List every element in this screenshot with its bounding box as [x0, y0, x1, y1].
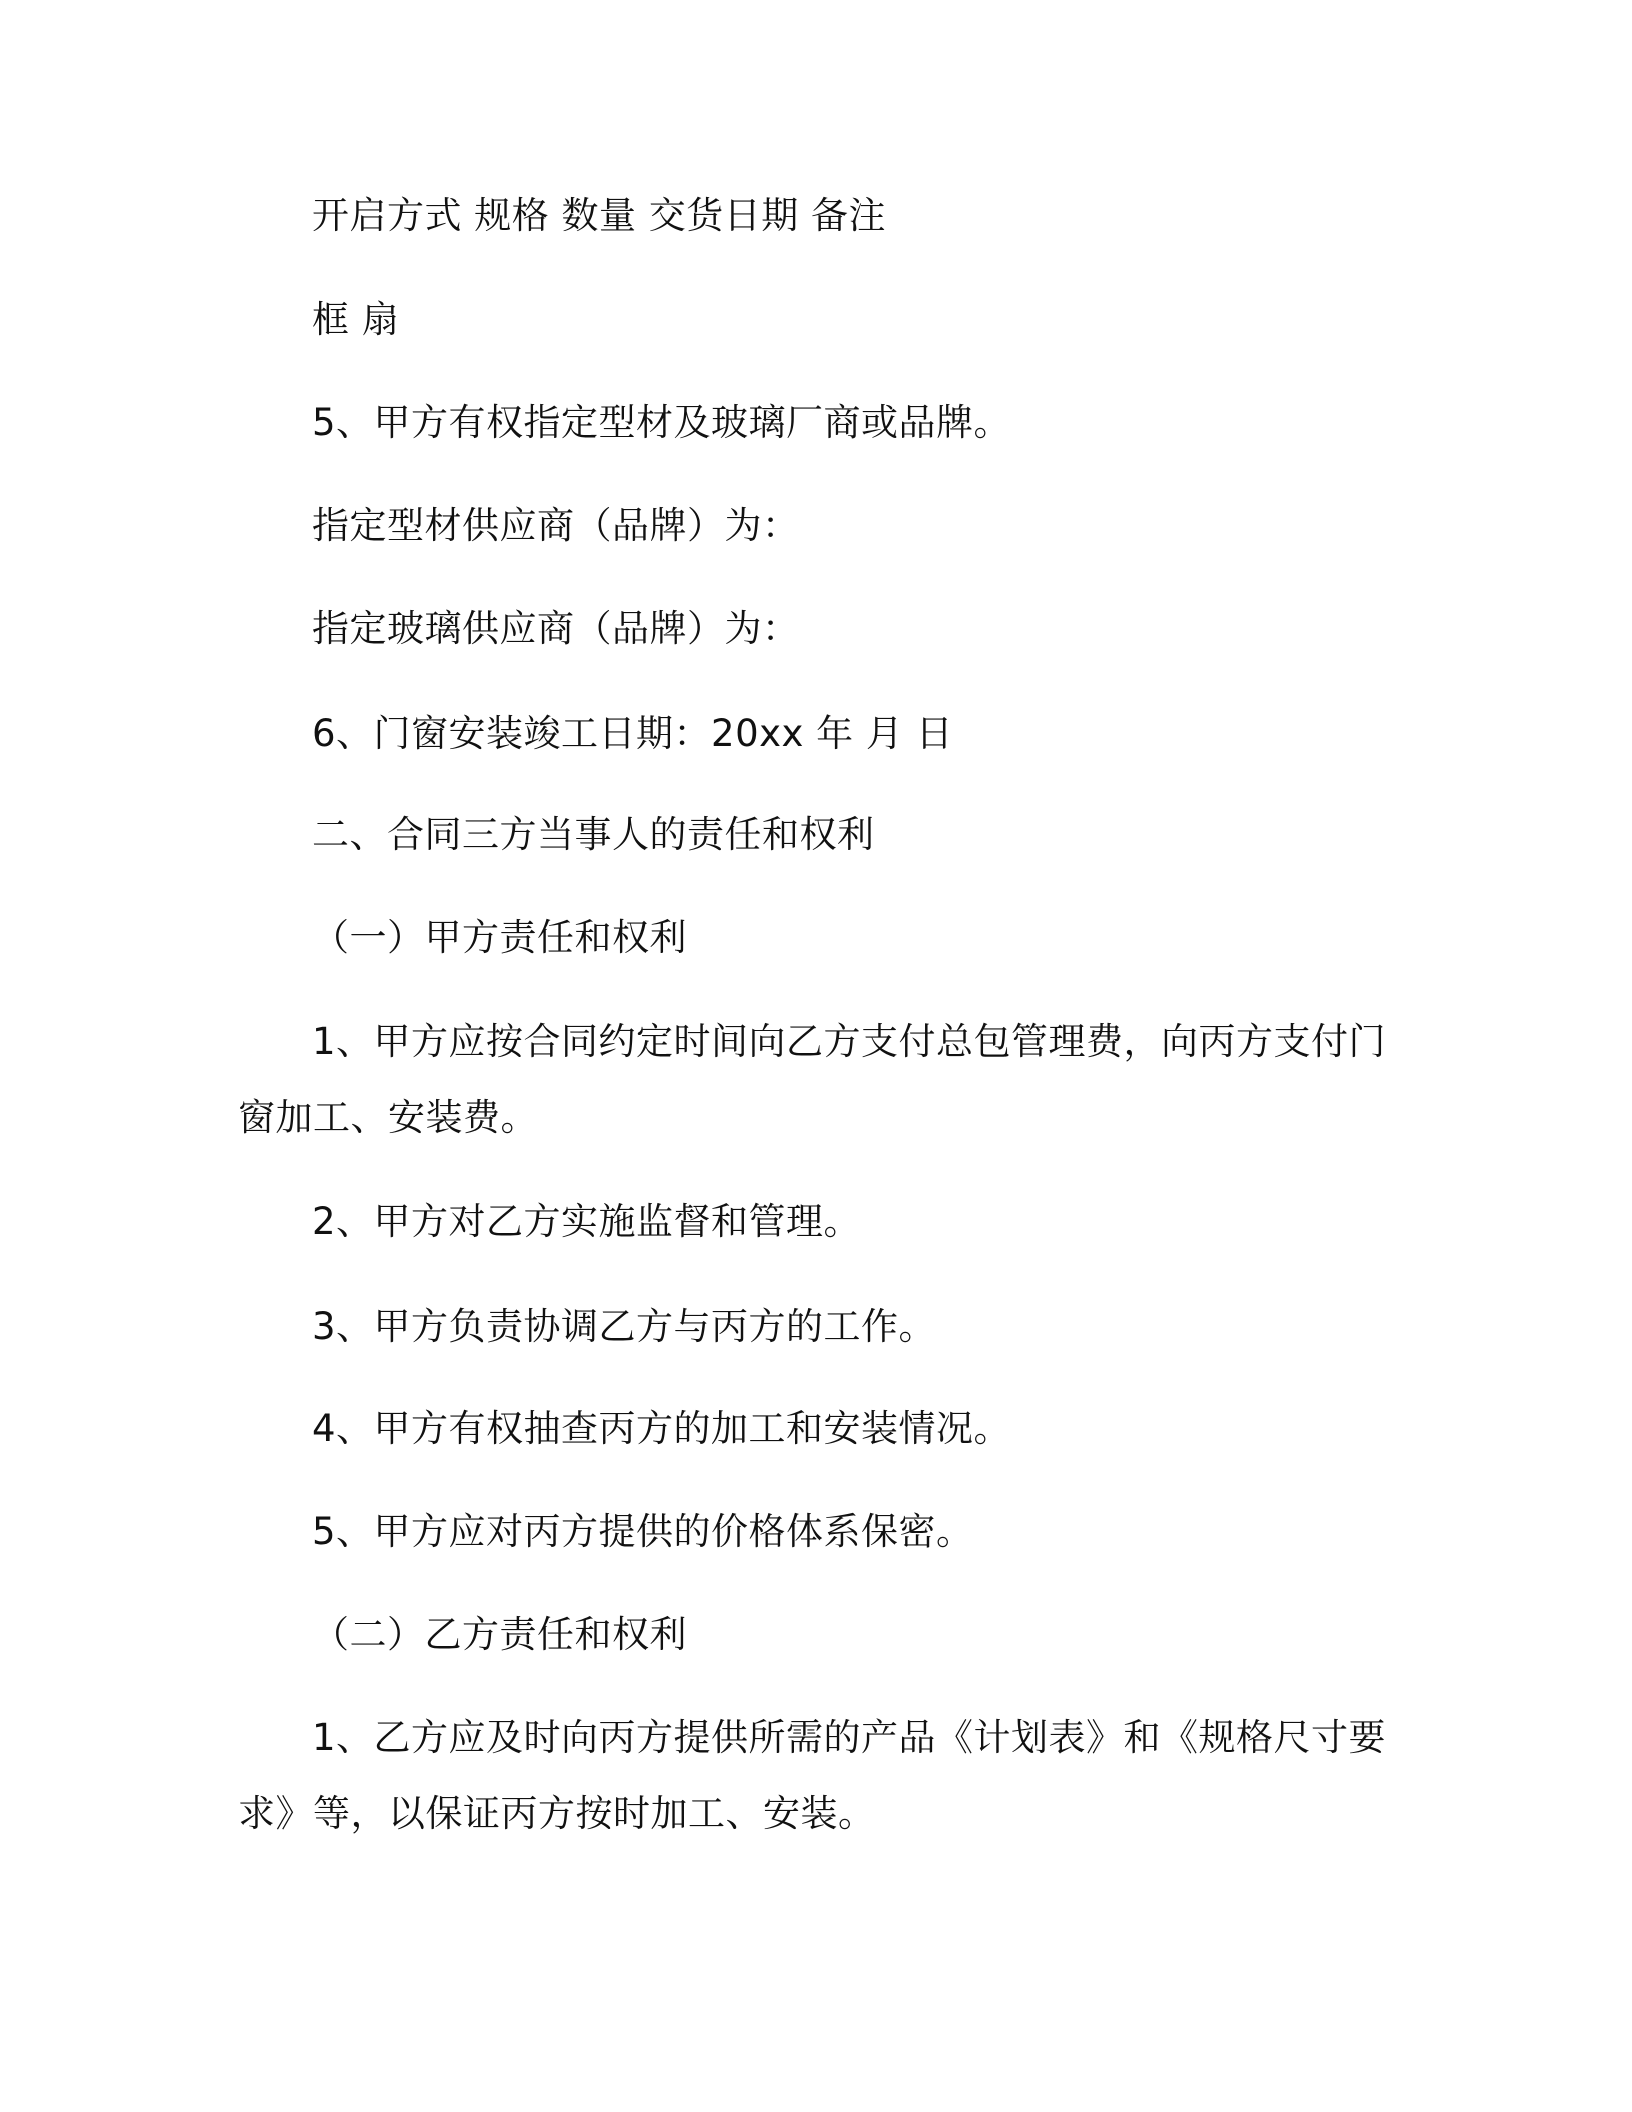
paragraph-a1-line2: 窗加工、安装费。: [238, 1096, 538, 1139]
paragraph-a1-line1: 1、甲方应按合同约定时间向乙方支付总包管理费，向丙方支付门: [312, 1020, 1387, 1063]
paragraph-b1-line2: 求》等，以保证丙方按时加工、安装。: [238, 1792, 876, 1835]
frame-sash-line: 框 扇: [312, 298, 400, 341]
paragraph-b1-line1: 1、乙方应及时向丙方提供所需的产品《计划表》和《规格尺寸要: [312, 1716, 1387, 1759]
subsection-heading-b: （二）乙方责任和权利: [312, 1613, 687, 1656]
glass-supplier-line: 指定玻璃供应商（品牌）为：: [312, 607, 800, 650]
paragraph-a4: 4、甲方有权抽查丙方的加工和安装情况。: [312, 1407, 1012, 1450]
clause-5-brand-line: 5、甲方有权指定型材及玻璃厂商或品牌。: [312, 401, 1012, 444]
paragraph-a2: 2、甲方对乙方实施监督和管理。: [312, 1200, 862, 1243]
completion-date-line: 6、门窗安装竣工日期：20xx 年 月 日: [312, 712, 954, 755]
profile-supplier-line: 指定型材供应商（品牌）为：: [312, 504, 800, 547]
paragraph-a5: 5、甲方应对丙方提供的价格体系保密。: [312, 1510, 974, 1553]
table-header-line: 开启方式 规格 数量 交货日期 备注: [312, 194, 887, 237]
section-heading: 二、合同三方当事人的责任和权利: [312, 813, 875, 856]
paragraph-a3: 3、甲方负责协调乙方与丙方的工作。: [312, 1305, 937, 1348]
subsection-heading-a: （一）甲方责任和权利: [312, 916, 687, 959]
